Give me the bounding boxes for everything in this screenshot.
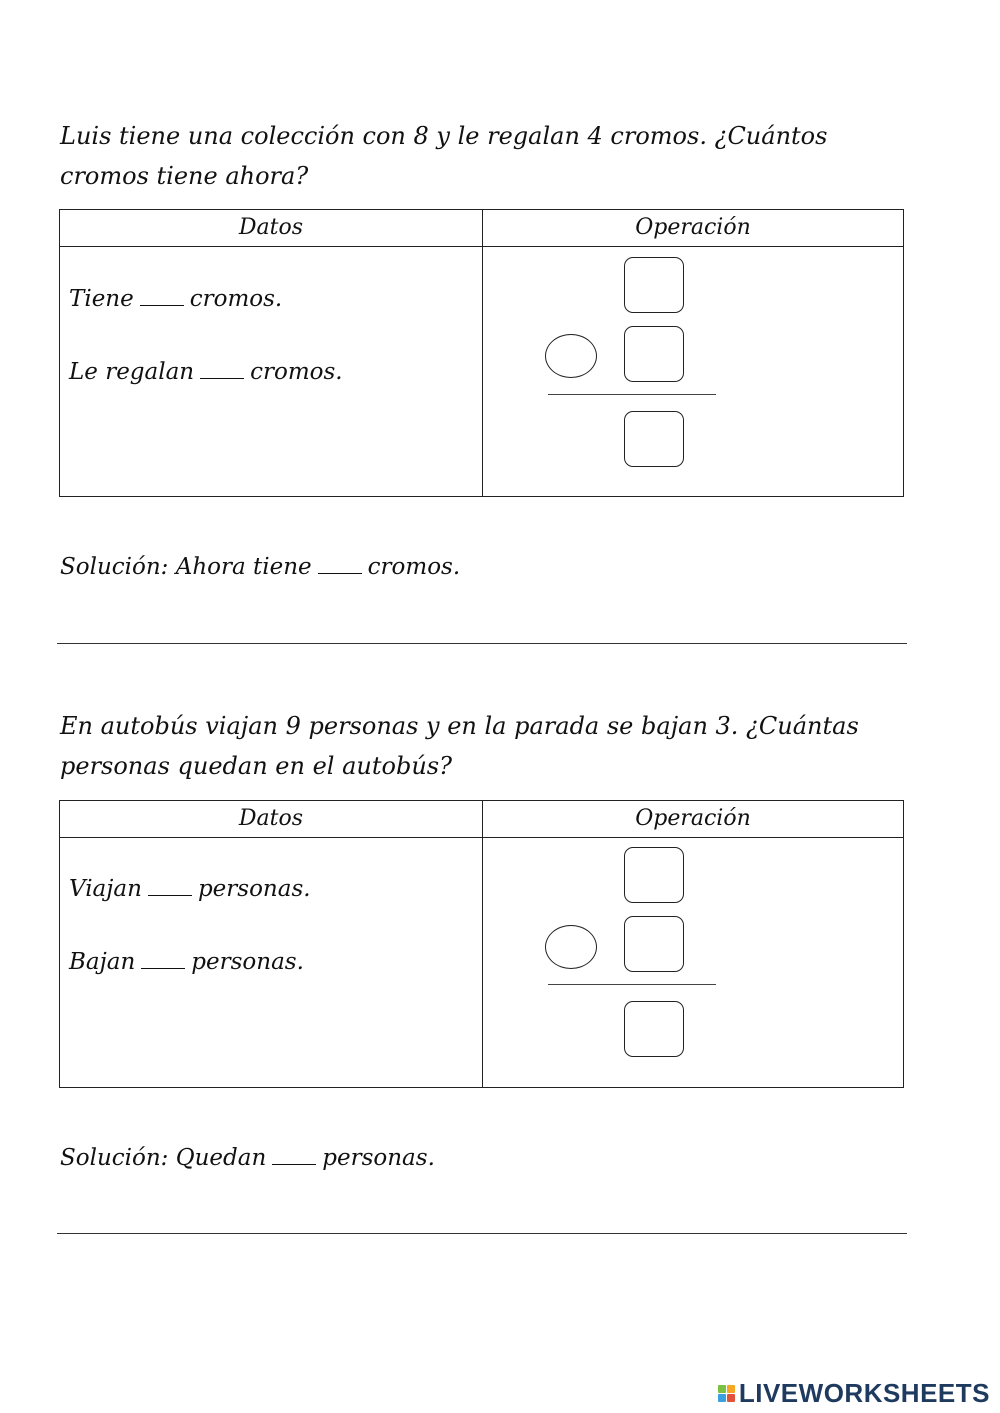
operator-circle[interactable] bbox=[545, 925, 597, 969]
operacion-header: Operación bbox=[635, 215, 751, 240]
problem-2-table bbox=[59, 800, 904, 1088]
solution-label: Solución: Ahora tiene bbox=[60, 554, 312, 580]
data-line-viajan bbox=[69, 876, 311, 902]
problem-1-table bbox=[59, 209, 904, 497]
operand-1-box[interactable] bbox=[624, 847, 684, 903]
problem-2-question: En autobús viajan 9 personas y en la parada se bajan 3. ¿Cuántas personas quedan en el autobús? bbox=[60, 712, 859, 780]
data-unit: personas. bbox=[191, 949, 304, 975]
result-line bbox=[548, 984, 716, 985]
data-label: Bajan bbox=[69, 949, 136, 975]
data-label: Tiene bbox=[69, 286, 134, 312]
result-box[interactable] bbox=[624, 411, 684, 467]
table-divider bbox=[482, 801, 483, 1087]
data-label: Le regalan bbox=[69, 359, 195, 385]
data-unit: cromos. bbox=[250, 359, 343, 385]
operacion-header: Operación bbox=[635, 806, 751, 831]
liveworksheets-logo-icon bbox=[718, 1385, 735, 1402]
operand-2-box[interactable] bbox=[624, 916, 684, 972]
blank-bajan[interactable] bbox=[141, 950, 185, 969]
data-unit: personas. bbox=[197, 876, 311, 902]
data-line-regalan bbox=[69, 359, 343, 385]
problem-1-solution bbox=[60, 554, 460, 580]
operator-circle[interactable] bbox=[545, 334, 597, 378]
blank-solution-1[interactable] bbox=[318, 555, 362, 574]
separator-line bbox=[57, 643, 907, 644]
result-box[interactable] bbox=[624, 1001, 684, 1057]
problem-1-question: Luis tiene una colección con 8 y le regalan 4 cromos. ¿Cuántos cromos tiene ahora? bbox=[60, 122, 828, 190]
blank-solution-2[interactable] bbox=[272, 1146, 316, 1165]
separator-line bbox=[57, 1233, 907, 1234]
footer-logo bbox=[718, 1378, 990, 1408]
operand-2-box[interactable] bbox=[624, 326, 684, 382]
blank-regalan[interactable] bbox=[200, 360, 244, 379]
solution-unit: personas. bbox=[322, 1145, 435, 1171]
blank-viajan[interactable] bbox=[148, 877, 192, 896]
data-label: Viajan bbox=[69, 876, 142, 902]
table-divider bbox=[482, 210, 483, 496]
blank-tiene[interactable] bbox=[140, 287, 184, 306]
operand-1-box[interactable] bbox=[624, 257, 684, 313]
logo-text: LIVEWORKSHEETS bbox=[738, 1377, 990, 1408]
data-line-tiene bbox=[69, 286, 282, 312]
sum-line bbox=[548, 394, 716, 395]
data-line-bajan bbox=[69, 949, 304, 975]
datos-header: Datos bbox=[238, 215, 304, 240]
solution-label: Solución: Quedan bbox=[60, 1145, 267, 1171]
data-unit: cromos. bbox=[189, 286, 283, 312]
datos-header: Datos bbox=[238, 806, 304, 831]
table-header-divider bbox=[60, 246, 903, 247]
solution-unit: cromos. bbox=[367, 554, 461, 580]
problem-2-solution bbox=[60, 1145, 435, 1171]
table-header-divider bbox=[60, 837, 903, 838]
